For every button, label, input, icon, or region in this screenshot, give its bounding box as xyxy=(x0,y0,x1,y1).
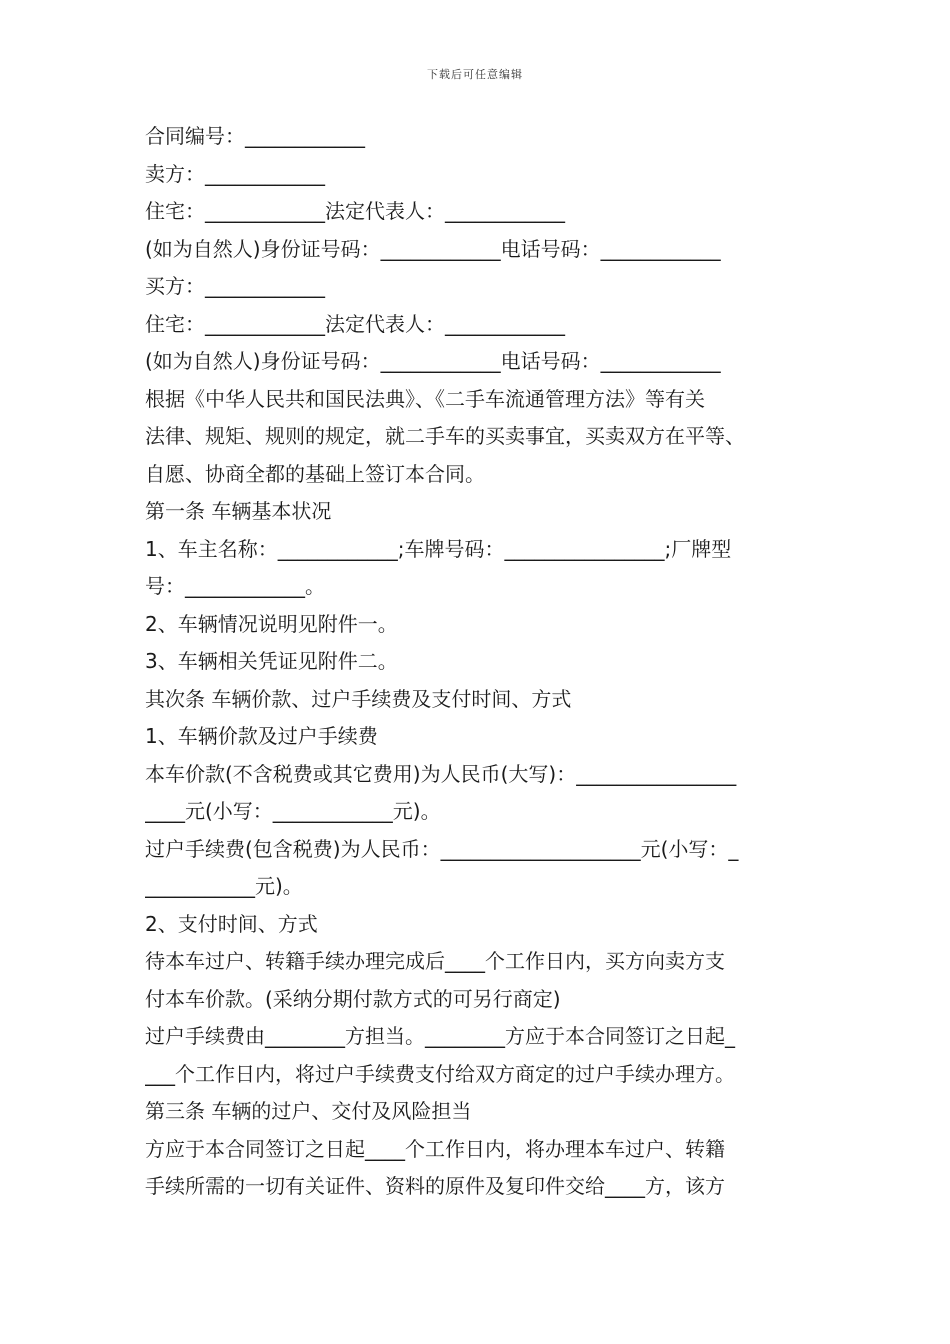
clause-line: 付本车价款。(采纳分期付款方式的可另行商定) xyxy=(145,986,561,1011)
clause-line: ___________元)。 xyxy=(145,874,303,898)
clause-line: 2、支付时间、方式 xyxy=(145,911,318,936)
article-heading: 其次条 车辆价款、过户手续费及支付时间、方式 xyxy=(145,686,572,711)
clause-line: 过户手续费由________方担当。________方应于本合同签订之日起_ xyxy=(145,1024,735,1048)
preamble-line: 法律、规矩、规则的规定，就二手车的买卖事宜，买卖双方在平等、 xyxy=(145,424,745,448)
preamble-line: 自愿、协商全都的基础上签订本合同。 xyxy=(145,461,485,486)
contract-number-line: 合同编号：____________ xyxy=(145,124,365,148)
clause-line: ____元(小写：____________元)。 xyxy=(145,799,441,823)
clause-line: 手续所需的一切有关证件、资料的原件及复印件交给____方，该方 xyxy=(145,1174,725,1198)
clause-line: 过户手续费(包含税费)为人民币：____________________元(小写：_ xyxy=(145,836,739,861)
clause-line: 方应于本合同签订之日起____个工作日内，将办理本车过户、转籍 xyxy=(145,1136,725,1161)
clause-line: 号：____________。 xyxy=(145,574,325,598)
preamble-line: 根据《中华人民共和国民法典》、《二手车流通管理方法》等有关 xyxy=(145,386,705,411)
buyer-id-phone-line: (如为自然人)身份证号码：____________电话号码：____________ xyxy=(145,349,721,373)
page-header-note: 下载后可任意编辑 xyxy=(427,68,523,81)
clause-line: 3、车辆相关凭证见附件二。 xyxy=(145,649,398,673)
buyer-address-line: 住宅：____________法定代表人：____________ xyxy=(145,311,565,336)
clause-line: 1、车主名称：____________;车牌号码：________________;厂牌型 xyxy=(145,536,732,561)
article-heading: 第一条 车辆基本状况 xyxy=(145,499,332,523)
article-heading: 第三条 车辆的过户、交付及风险担当 xyxy=(145,1099,472,1123)
seller-id-phone-line: (如为自然人)身份证号码：____________电话号码：____________ xyxy=(145,236,721,261)
contract-body xyxy=(145,118,815,1206)
clause-line: ___个工作日内，将过户手续费支付给双方商定的过户手续办理方。 xyxy=(145,1061,735,1086)
clause-line: 本车价款(不含税费或其它费用)为人民币(大写)：________________ xyxy=(145,761,737,786)
seller-line: 卖方：____________ xyxy=(145,161,325,186)
clause-line: 待本车过户、转籍手续办理完成后____个工作日内，买方向卖方支 xyxy=(145,949,725,973)
clause-line: 2、车辆情况说明见附件一。 xyxy=(145,611,398,636)
seller-address-line: 住宅：____________法定代表人：____________ xyxy=(145,199,565,223)
buyer-line: 买方：____________ xyxy=(145,274,325,298)
clause-line: 1、车辆价款及过户手续费 xyxy=(145,724,378,748)
